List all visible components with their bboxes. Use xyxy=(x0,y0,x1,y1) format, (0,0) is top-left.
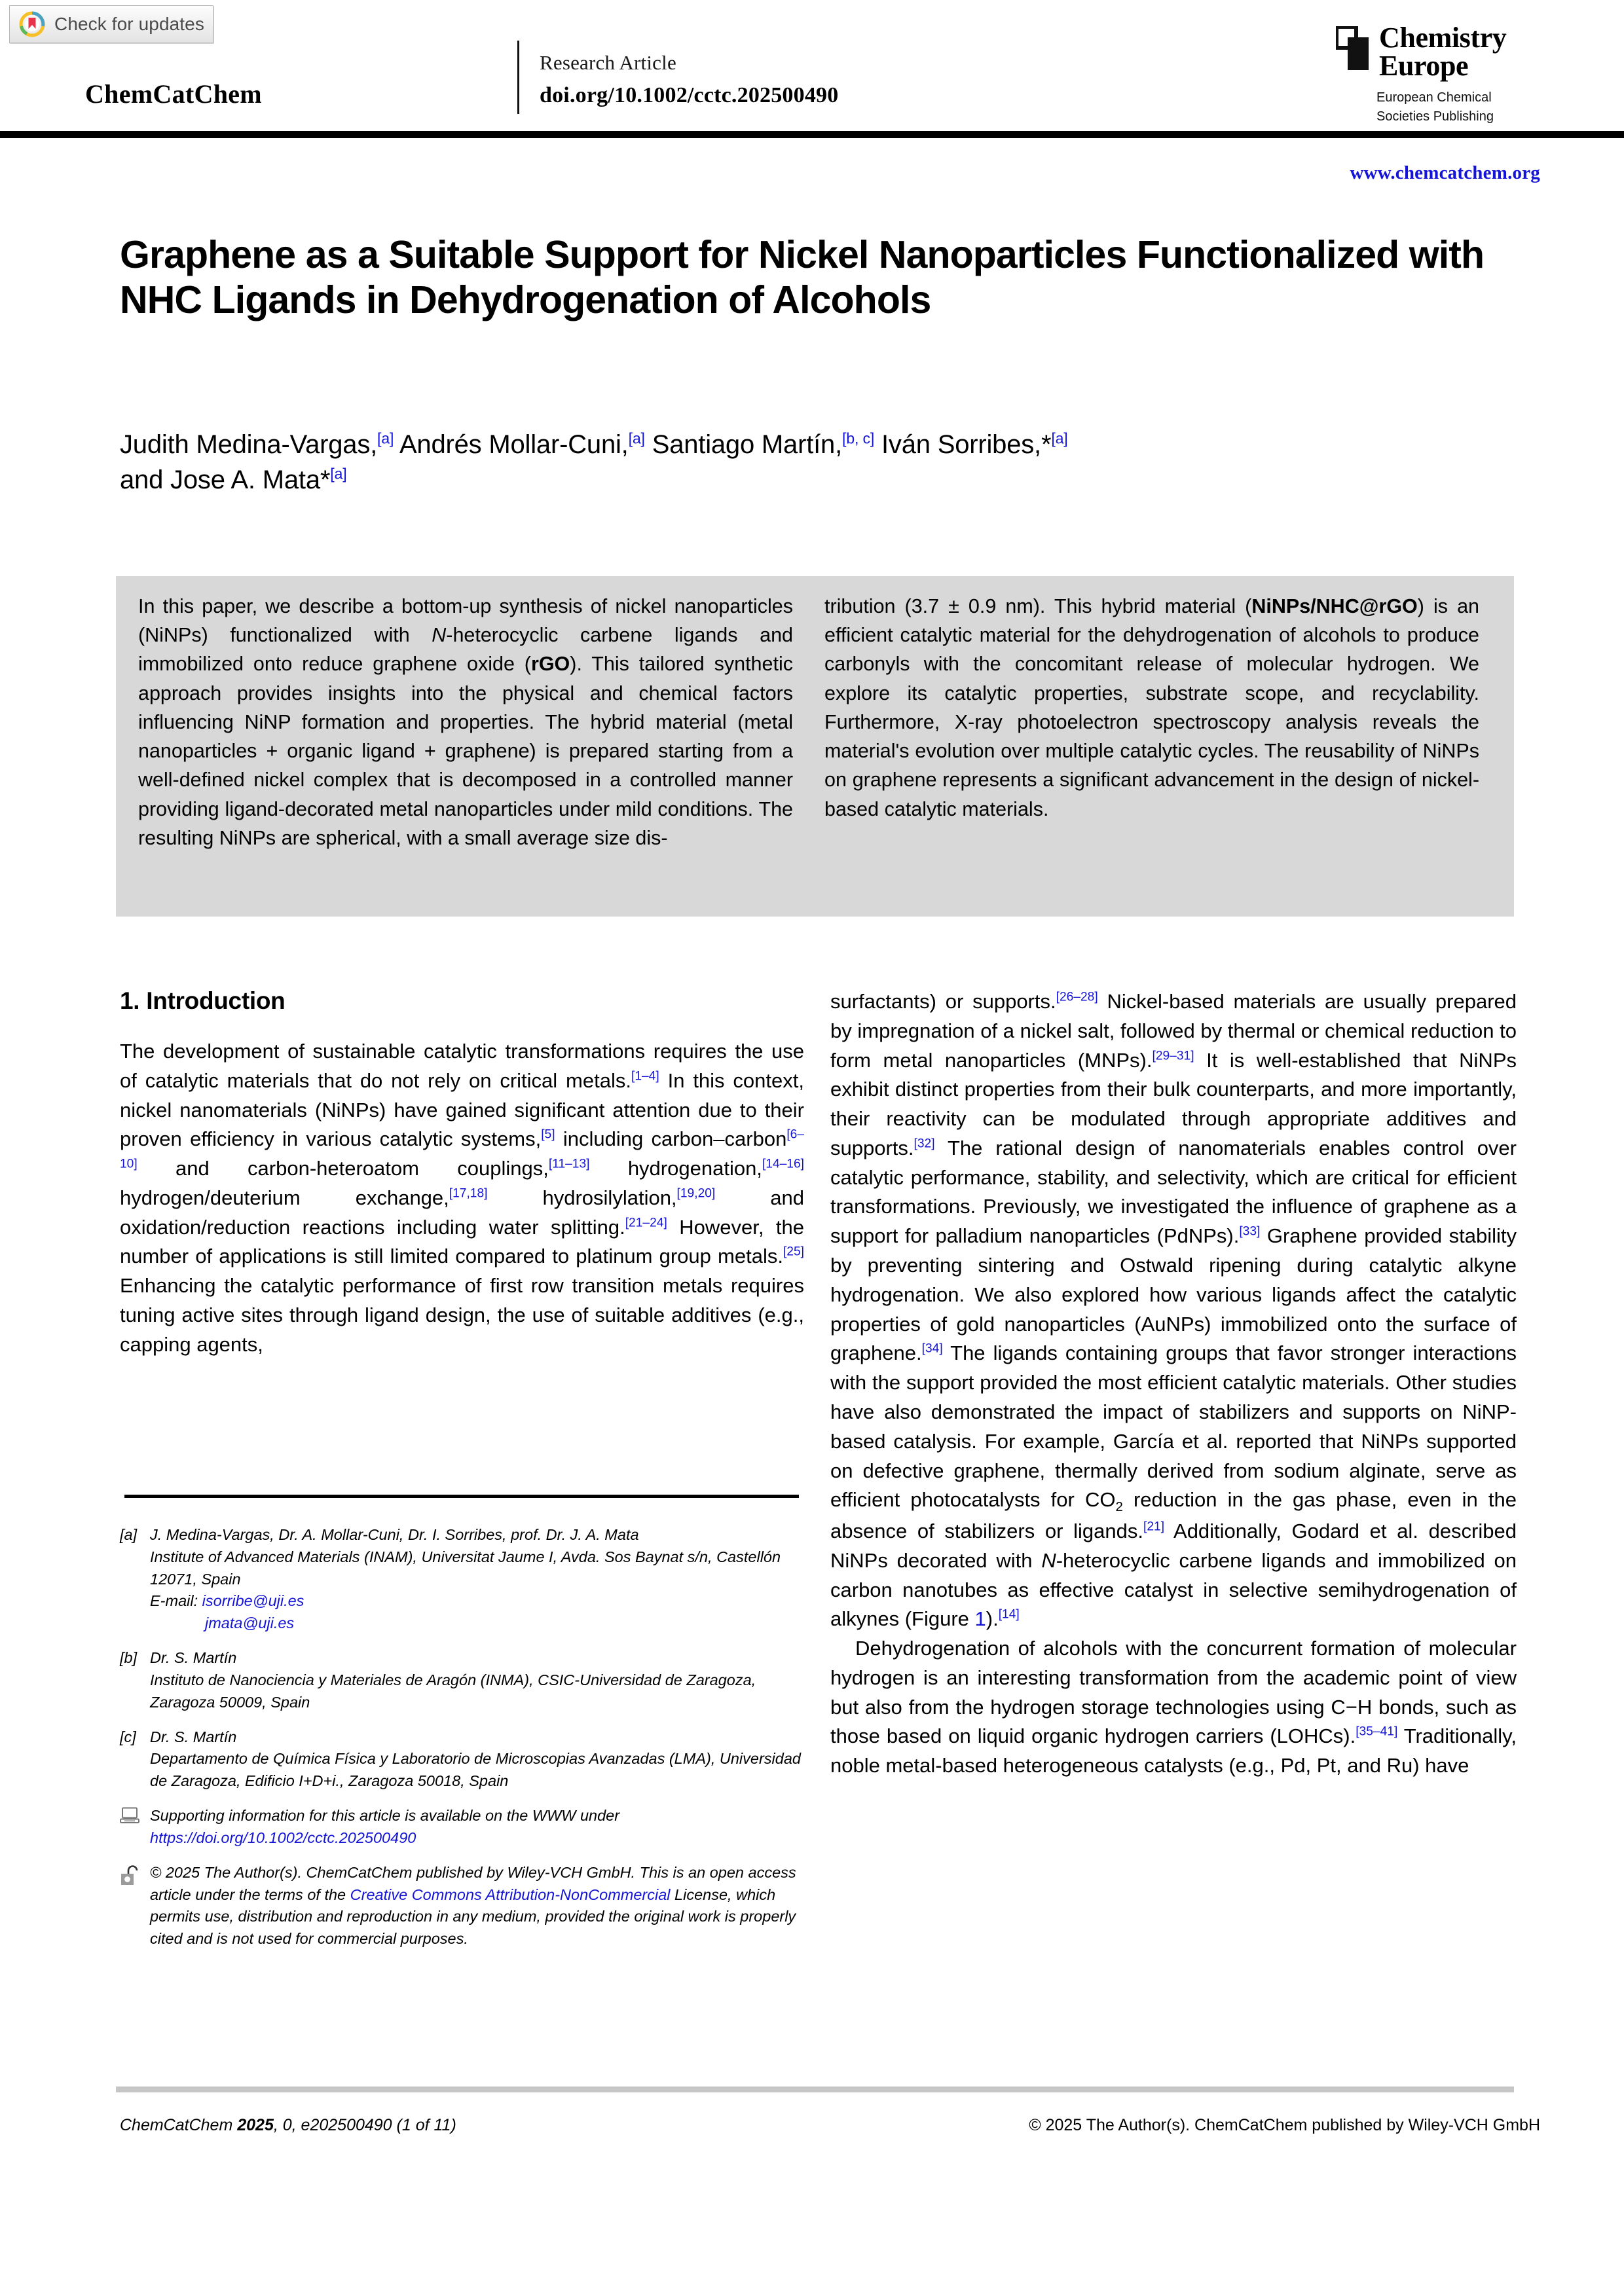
abstract-column-left: In this paper, we describe a bottom-up synthesis of nickel nanoparticles (NiNPs) functionalized with N-heterocyclic carbene ligands and immobilized onto reduce graphene oxide (rGO). This tailored synthetic approach provides insights into the physical and chemical factors influencing NiNP formation and properties. The hybrid material (metal nanoparticles + organic ligand + graphene) is prepared starting from a well-defined nickel complex that is decomposed in a controlled manner providing ligand-decorated metal nanoparticles under mild conditions. The resulting NiNPs are spherical, with a small average size dis- xyxy=(138,595,793,849)
logo-word-europe: Europe xyxy=(1379,50,1469,82)
affiliation-c-text: Dr. S. Martín Departamento de Química Física y Laboratorio de Microscopias Avanzadas (LMA), Universidad de Zaragoza, Edificio I+D+i., Zaragoza 50018, Spain xyxy=(150,1728,801,1790)
logo-subtitle-line2: Societies Publishing xyxy=(1376,109,1494,124)
article-type: Research Article xyxy=(540,51,676,74)
logo-word-chemistry: Chemistry xyxy=(1379,22,1507,54)
intro-paragraph-right-1: surfactants) or supports.[26–28] Nickel-based materials are usually prepared by impregnation of a nickel salt, followed by thermal or chemical reduction to form metal nanoparticles (MNPs).[29–31] It is well-established that NiNPs exhibit distinct properties from their bulk counterparts, and more importantly, their reactivity can be modulated through appropriate additives and supports.[32] The rational design of nanomaterials enables control over catalytic performance, stability, and selectivity, which are critical for efficient transformations. Previously, we investigated the influence of graphene as a support for palladium nanoparticles (PdNPs).[33] Graphene provided stability by preventing sintering and Ostwald ripening during catalytic alkyne hydrogenation. We also explored how various ligands affect the catalytic properties of gold nanoparticles (AuNPs) immobilized onto the surface of graphene.[34] The ligands containing groups that favor stronger interactions with the support provided the most efficient catalytic materials. Other studies have also demonstrated the impact of stabilizers and supports on NiNP-based catalysis. For example, García et al. reported that NiNPs supported on defective graphene, thermally derived from sodium alginate, serve as efficient photocatalysts for $CO_2$ reduction in the gas phase, even in the absence of stabilizers or ligands.[21] Additionally, Godard et al. described NiNPs decorated with N-heterocyclic carbene ligands and immobilized on carbon nanotubes as effective catalyst in selective semihydrogenation of alkynes (Figure 1).[14] xyxy=(830,990,1517,1631)
affiliation-a-marker: [a] xyxy=(120,1526,138,1543)
journal-website-link[interactable]: www.chemcatchem.org xyxy=(1350,162,1540,183)
journal-name: ChemCatChem xyxy=(85,79,262,109)
supporting-information-text[interactable]: Supporting information for this article is available on the WWW under https://doi.org/10.1002/cctc.202500490 xyxy=(150,1807,620,1846)
author-list xyxy=(120,427,1515,498)
author-2: Andrés Mollar-Cuni, xyxy=(394,430,629,459)
body-column-right xyxy=(830,987,1517,1781)
author-3-affil[interactable]: [b, c] xyxy=(842,429,875,447)
footer-citation: ChemCatChem 2025, 0, e202500490 (1 of 11) xyxy=(120,2116,456,2134)
page-title: Graphene as a Suitable Support for Nickel Nanoparticles Functionalized with NHC Ligands in Dehydrogenation of Alcohols xyxy=(120,233,1485,322)
footnotes-block xyxy=(120,1524,807,1963)
header-divider xyxy=(517,41,519,114)
affiliation-a-text: J. Medina-Vargas, Dr. A. Mollar-Cuni, Dr. I. Sorribes, prof. Dr. J. A. Mata Institute of Advanced Materials (INAM), Universitat Jaume I, Avda. Sos Baynat s/n, Castellón 12071, Spain E-mail: isorribe@uji.es jmata@uji.es xyxy=(150,1526,781,1632)
footer-copyright: © 2025 The Author(s). ChemCatChem published by Wiley-VCH GmbH xyxy=(1029,2116,1540,2134)
crossmark-icon xyxy=(19,11,45,37)
header-article-meta xyxy=(540,51,838,108)
section-heading-introduction: 1. Introduction xyxy=(120,987,286,1014)
intro-paragraph-right-2: Dehydrogenation of alcohols with the concurrent formation of molecular hydrogen is an interesting transformation from the academic point of view but also from the hydrogen storage technologies using C−H bonds, such as those based on liquid organic hydrogen carriers (LOHCs).[35–41] Traditionally, noble metal-based heterogeneous catalysts (e.g., Pd, Pt, and Ru) have xyxy=(830,1637,1517,1777)
author-1: Judith Medina-Vargas, xyxy=(120,430,378,459)
chemistry-europe-mark-icon xyxy=(1336,26,1370,74)
footer-rule xyxy=(116,2086,1514,2092)
license-text[interactable]: © 2025 The Author(s). ChemCatChem published by Wiley-VCH GmbH. This is an open access article under the terms of the Creative Commons Attribution-NonCommercial License, which permits use, distribution and reproduction in any medium, provided the original work is properly cited and is not used for commercial purposes. xyxy=(150,1863,796,1948)
abstract-box xyxy=(116,576,1514,917)
supporting-information xyxy=(120,1805,807,1850)
affiliation-a xyxy=(120,1524,807,1635)
chemistry-europe-logo xyxy=(1336,24,1552,126)
abstract-column-right: tribution (3.7 ± 0.9 nm). This hybrid material (NiNPs/NHC@rGO) is an efficient catalytic material for the dehydrogenation of alcohols to produce carbonyls with the concomitant release of molecular hydrogen. We explore its catalytic properties, substrate scope, and recyclability. Furthermore, X-ray photoelectron spectroscopy analysis reveals the material's evolution over multiple catalytic cycles. The reusability of NiNPs on graphene represents a significant advancement in the design of nickel-based catalytic materials. xyxy=(824,595,1479,820)
header-rule xyxy=(0,131,1624,138)
open-lock-icon xyxy=(120,1862,150,1950)
author-5-affil[interactable]: [a] xyxy=(330,465,347,483)
affiliation-b-text: Dr. S. Martín Instituto de Nanociencia y Materiales de Aragón (INMA), CSIC-Universidad de Zaragoza, Zaragoza 50009, Spain xyxy=(150,1649,756,1711)
affiliation-b xyxy=(120,1647,807,1713)
intro-paragraph-left: The development of sustainable catalytic transformations requires the use of catalytic materials that do not rely on critical metals.[1–4] In this context, nickel nanomaterials (NiNPs) have gained significant attention due to their proven efficiency in various catalytic systems,[5] including carbon–carbon[6–10] and carbon-heteroatom couplings,[11–13] hydrogenation,[14–16] hydrogen/deuterium exchange,[17,18] hydrosilylation,[19,20] and oxidation/reduction reactions including water splitting.[21–24] However, the number of applications is still limited compared to platinum group metals.[25] Enhancing the catalytic performance of first row transition metals requires tuning active sites through ligand design, the use of suitable additives (e.g., capping agents, xyxy=(120,1040,805,1356)
author-4-affil[interactable]: [a] xyxy=(1051,429,1068,447)
logo-subtitle-line1: European Chemical xyxy=(1376,90,1492,105)
check-for-updates-badge[interactable] xyxy=(9,5,213,43)
license-notice xyxy=(120,1862,807,1950)
affiliation-c xyxy=(120,1726,807,1793)
footnote-rule xyxy=(124,1495,799,1498)
check-for-updates-label: Check for updates xyxy=(54,14,204,34)
author-1-affil[interactable]: [a] xyxy=(377,429,394,447)
article-doi[interactable]: doi.org/10.1002/cctc.202500490 xyxy=(540,83,839,107)
author-2-affil[interactable]: [a] xyxy=(628,429,645,447)
author-3: Santiago Martín, xyxy=(644,430,843,459)
author-4: Iván Sorribes,* xyxy=(874,430,1052,459)
affiliation-c-marker: [c] xyxy=(120,1728,136,1745)
laptop-icon xyxy=(120,1805,150,1850)
body-column-left xyxy=(120,987,804,1360)
affiliation-b-marker: [b] xyxy=(120,1649,138,1667)
author-5: and Jose A. Mata* xyxy=(120,465,331,495)
